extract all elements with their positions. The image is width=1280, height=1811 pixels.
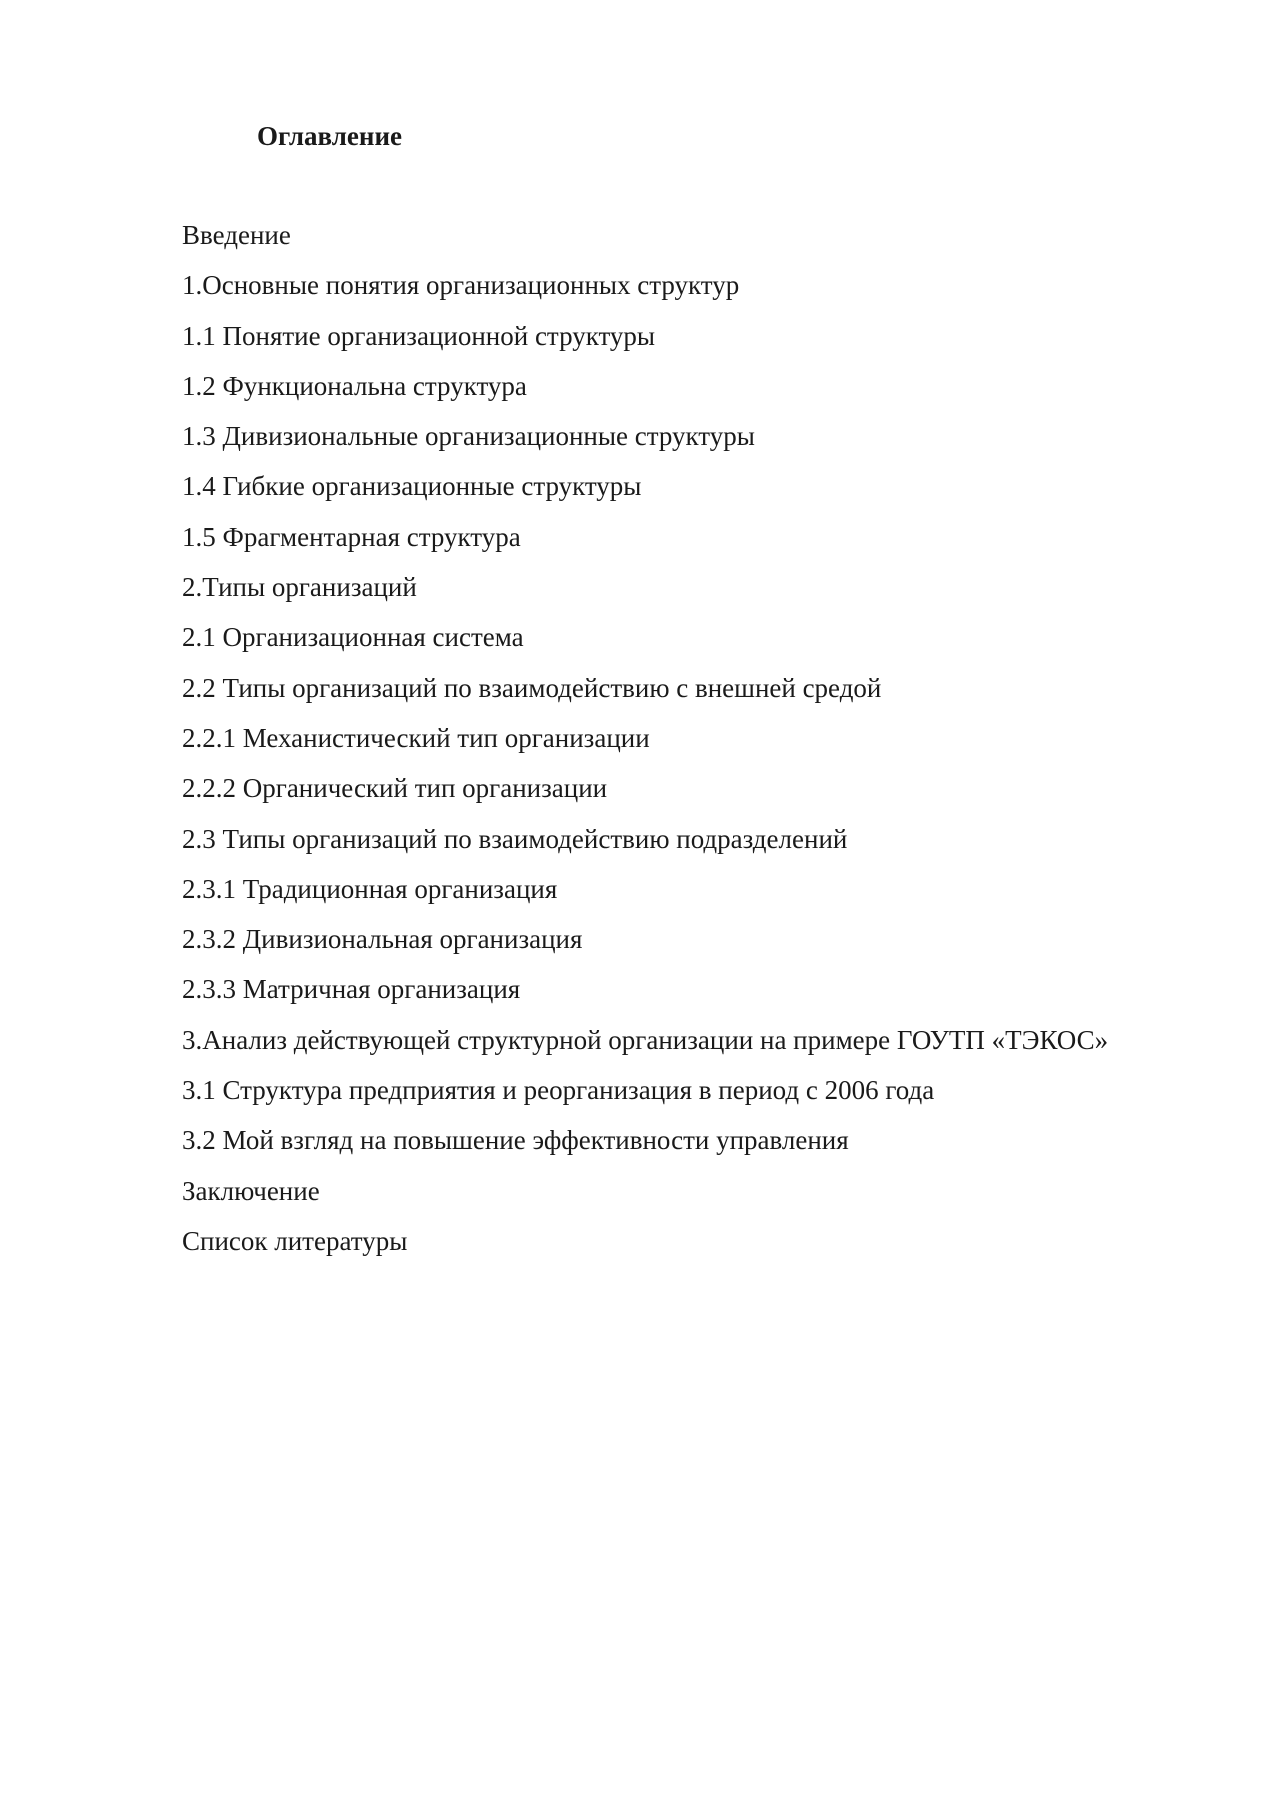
toc-entry-conclusion: Заключение [182,1175,320,1206]
toc-entry-1-1: 1.1 Понятие организационной структуры [182,320,656,351]
toc-entry-1-4: 1.4 Гибкие организационные структуры [182,471,642,502]
toc-entry-2-2-1: 2.2.1 Механистический тип организации [182,722,650,753]
toc-entry-references: Список литературы [182,1225,408,1256]
toc-entry-3-1: 3.1 Структура предприятия и реорганизация в период с 2006 года [182,1075,935,1106]
toc-entry-3-2: 3.2 Мой взгляд на повышение эффективности управления [182,1125,849,1156]
toc-entry-2-2-2: 2.2.2 Органический тип организации [182,773,608,804]
toc-title: Оглавление [257,121,402,151]
toc-entry-2-3-1: 2.3.1 Традиционная организация [182,873,558,904]
toc-entry-introduction: Введение [182,220,291,250]
toc-entry-2-3-3: 2.3.3 Матричная организация [182,974,521,1005]
toc-entry-3: 3.Анализ действующей структурной организации на примере ГОУТП «ТЭКОС» [182,1024,1109,1055]
toc-entry-2-1: 2.1 Организационная система [182,622,524,653]
toc-entry-1: 1.Основные понятия организационных структур [182,270,740,301]
toc-entry-2: 2.Типы организаций [182,572,417,603]
toc-entry-2-2: 2.2 Типы организаций по взаимодействию с внешней средой [182,672,882,703]
toc-list [182,210,1190,1266]
toc-entry-1-5: 1.5 Фрагментарная структура [182,521,521,552]
toc-entry-1-2: 1.2 Функциональна структура [182,370,527,401]
toc-entry-2-3: 2.3 Типы организаций по взаимодействию подразделений [182,823,848,854]
toc-entry-1-3: 1.3 Дивизиональные организационные структуры [182,421,755,452]
toc-entry-2-3-2: 2.3.2 Дивизиональная организация [182,924,583,955]
